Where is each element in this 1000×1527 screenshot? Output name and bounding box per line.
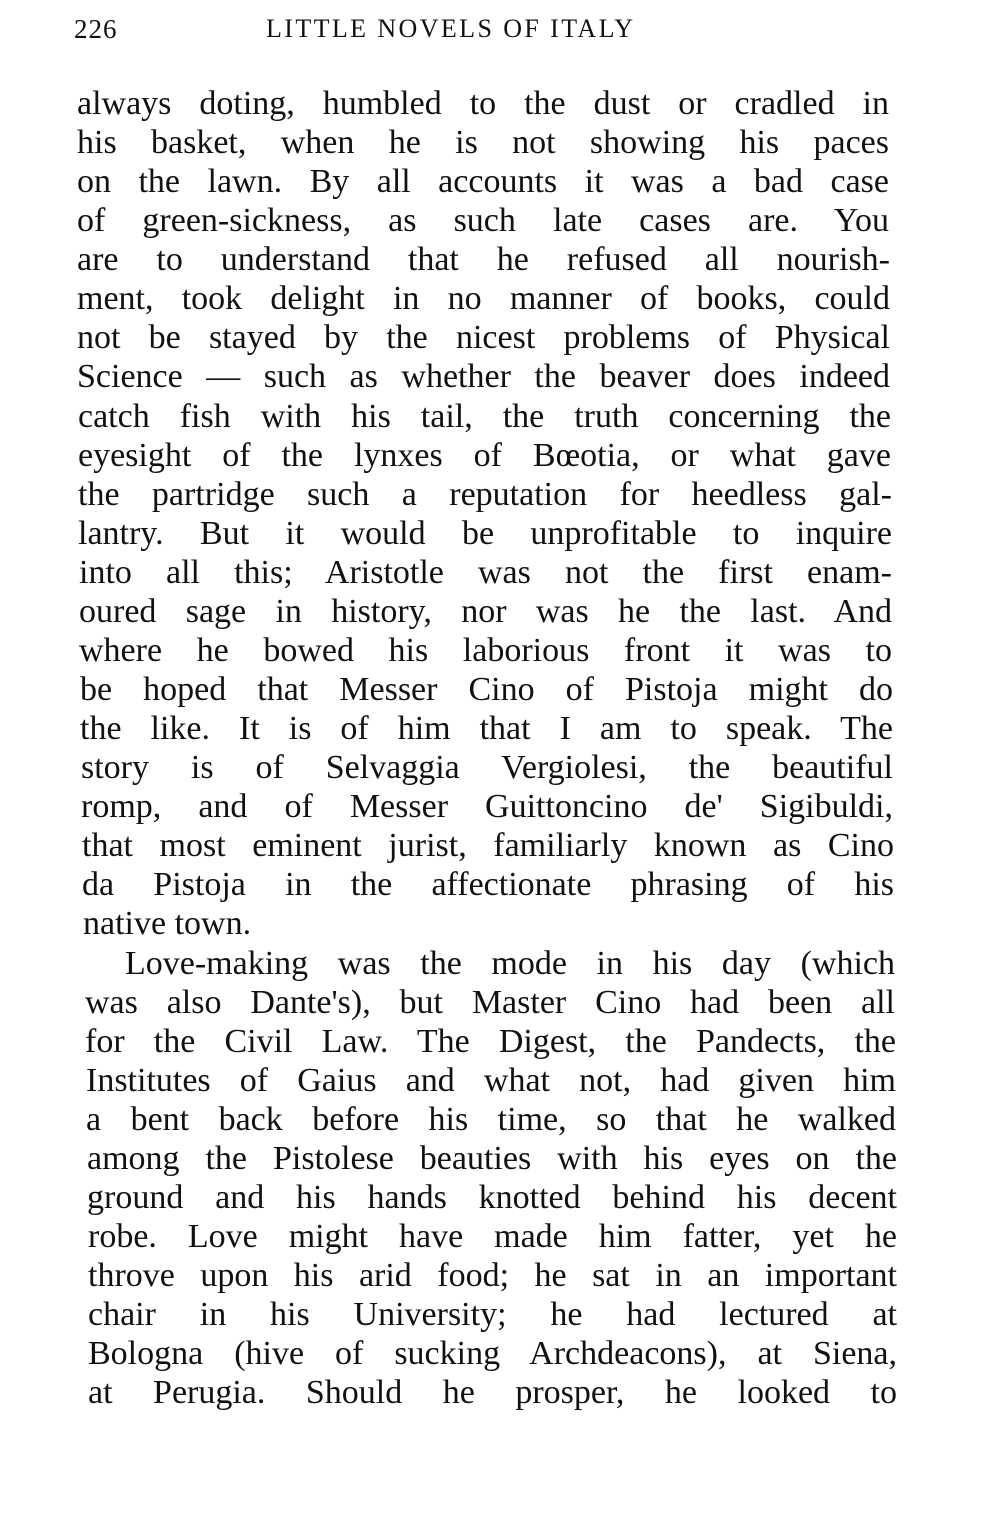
text-line: where he bowed his laborious front it was to — [79, 632, 892, 669]
text-line: the like. It is of him that I am to speak. The — [80, 710, 893, 747]
text-line: Love-making was the mode in his day (which — [125, 945, 895, 982]
running-title: LITTLE NOVELS OF ITALY — [266, 14, 636, 43]
text-line: are to understand that he refused all nourish- — [77, 241, 890, 278]
text-line: on the lawn. By all accounts it was a bad case — [77, 163, 889, 200]
text-line: at Perugia. Should he prosper, he looked to — [88, 1374, 897, 1411]
text-line: throve upon his arid food; he sat in an important — [88, 1257, 897, 1294]
text-line: his basket, when he is not showing his paces — [77, 124, 889, 161]
running-head — [74, 14, 714, 48]
text-line: was also Dante's), but Master Cino had been all — [85, 984, 895, 1021]
text-line: da Pistoja in the affectionate phrasing of his — [82, 866, 894, 903]
text-line: eyesight of the lynxes of Bœotia, or what gave — [78, 437, 891, 474]
text-line: Institutes of Gaius and what not, had given him — [86, 1062, 896, 1099]
text-line: not be stayed by the nicest problems of Physical — [77, 319, 890, 356]
text-line: chair in his University; he had lectured at — [88, 1296, 897, 1333]
text-line: of green-sickness, as such late cases are. You — [77, 202, 889, 239]
text-line: among the Pistolese beauties with his eyes on the — [87, 1140, 897, 1177]
text-line: story is of Selvaggia Vergiolesi, the beautiful — [81, 749, 893, 786]
text-line: ment, took delight in no manner of books, could — [77, 280, 890, 317]
text-line: be hoped that Messer Cino of Pistoja might do — [80, 671, 893, 708]
text-line: Bologna (hive of sucking Archdeacons), at Siena, — [88, 1335, 897, 1372]
text-line: into all this; Aristotle was not the first enam- — [79, 554, 892, 591]
text-line: native town. — [83, 905, 252, 942]
text-line: ground and his hands knotted behind his decent — [87, 1179, 897, 1216]
text-line: catch fish with his tail, the truth concerning the — [78, 398, 891, 435]
text-line: always doting, humbled to the dust or cradled in — [77, 85, 889, 122]
text-line: oured sage in history, nor was he the last. And — [79, 593, 892, 630]
page-number: 226 — [74, 14, 118, 44]
text-line: the partridge such a reputation for heedless gal- — [78, 476, 892, 513]
text-line: a bent back before his time, so that he walked — [86, 1101, 896, 1138]
text-line: robe. Love might have made him fatter, yet he — [88, 1218, 897, 1255]
text-line: Science — such as whether the beaver does indeed — [77, 358, 890, 395]
text-line: romp, and of Messer Guittoncino de' Sigibuldi, — [81, 788, 893, 825]
text-line: for the Civil Law. The Digest, the Pandects, the — [85, 1023, 896, 1060]
text-line: that most eminent jurist, familiarly known as Cino — [82, 827, 894, 864]
text-line: lantry. But it would be unprofitable to inquire — [78, 515, 892, 552]
